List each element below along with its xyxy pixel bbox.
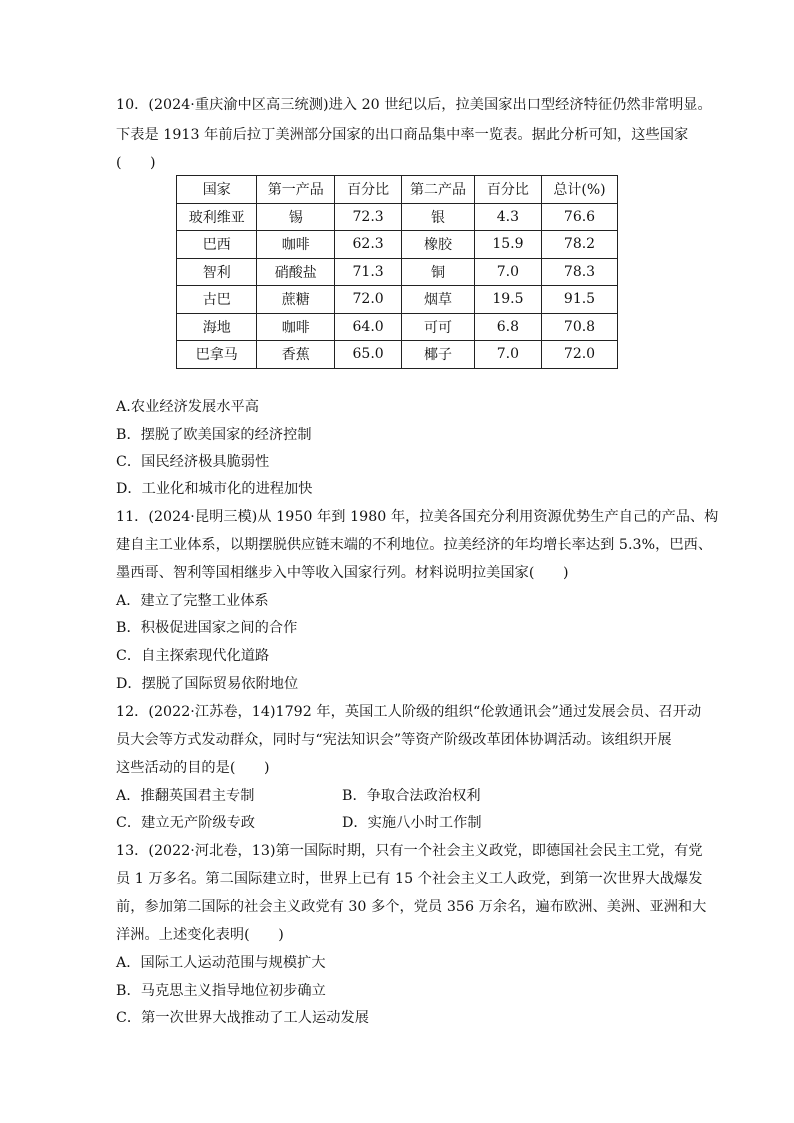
table-cell: 72.0 [541, 341, 617, 369]
table-cell: 硝酸盐 [257, 258, 335, 286]
table-cell: 6.8 [474, 313, 541, 341]
table-cell: 银 [402, 203, 475, 231]
table-cell: 78.3 [541, 258, 617, 286]
table-cell: 78.2 [541, 231, 617, 259]
q12-option-a: A．推翻英国君主专制 [116, 788, 255, 804]
q11-option-d: D．摆脱了国际贸易依附地位 [116, 676, 299, 692]
table-cell: 锡 [257, 203, 335, 231]
table-cell: 15.9 [474, 231, 541, 259]
table-header-cell: 国家 [177, 176, 257, 204]
q13-option-c: C．第一次世界大战推动了工人运动发展 [116, 1010, 369, 1026]
table-cell: 巴西 [177, 231, 257, 259]
q13-stem-line3: 前，参加第二国际的社会主义政党有 30 多个，党员 356 万余名，遍布欧洲、美洲、亚洲和大 [116, 899, 707, 915]
table-header-cell: 百分比 [335, 176, 402, 204]
table-row [177, 341, 618, 369]
q13-stem-line4: 洋洲。上述变化表明( ) [116, 927, 284, 943]
export-concentration-table [176, 175, 618, 369]
table-cell: 玻利维亚 [177, 203, 257, 231]
table-cell: 香蕉 [257, 341, 335, 369]
table-cell: 91.5 [541, 286, 617, 314]
q10-option-b: B．摆脱了欧美国家的经济控制 [116, 427, 312, 443]
table-cell: 64.0 [335, 313, 402, 341]
table-cell: 巴拿马 [177, 341, 257, 369]
q10-option-c: C．国民经济极具脆弱性 [116, 454, 270, 470]
q12-stem-line3: 这些活动的目的是( ) [116, 760, 270, 776]
q11-option-b: B．积极促进国家之间的合作 [116, 620, 298, 636]
table-cell: 70.8 [541, 313, 617, 341]
table-cell: 橡胶 [402, 231, 475, 259]
q13-stem-line1: 13．(2022·河北卷，13)第一国际时期，只有一个社会主义政党，即德国社会民主工党，有党 [116, 843, 703, 859]
q13-stem-line2: 员 1 万多名。第二国际建立时，世界上已有 15 个社会主义工人政党，到第一次世界大战爆发 [116, 871, 703, 887]
table-cell: 72.0 [335, 286, 402, 314]
table-header-cell: 总计(%) [541, 176, 617, 204]
q10-stem-line1: 10．(2024·重庆渝中区高三统测)进入 20 世纪以后，拉美国家出口型经济特征仍然非常明显。 [116, 97, 712, 113]
q11-option-c: C．自主探索现代化道路 [116, 648, 270, 664]
table-cell: 19.5 [474, 286, 541, 314]
table-cell: 76.6 [541, 203, 617, 231]
table-cell: 烟草 [402, 286, 475, 314]
table-cell: 智利 [177, 258, 257, 286]
q12-option-c: C．建立无产阶级专政 [116, 815, 256, 831]
table-header-cell: 第二产品 [402, 176, 475, 204]
table-header-row [177, 176, 618, 204]
table-cell: 可可 [402, 313, 475, 341]
table-header-cell: 第一产品 [257, 176, 335, 204]
q12-stem-line1: 12．(2022·江苏卷，14)1792 年，英国工人阶级的组织“伦敦通讯会”通过发展会员、召开动 [116, 704, 702, 720]
q11-stem-line1: 11．(2024·昆明三模)从 1950 年到 1980 年，拉美各国充分利用资源优势生产自己的产品、构 [116, 509, 719, 525]
table-cell: 古巴 [177, 286, 257, 314]
q10-option-a: A.农业经济发展水平高 [116, 399, 259, 415]
q12-stem-line2: 员大会等方式发动群众，同时与“宪法知识会”等资产阶级改革团体协调活动。该组织开展 [116, 732, 672, 748]
q12-option-b: B．争取合法政治权利 [342, 788, 481, 804]
q10-option-d: D．工业化和城市化的进程加快 [116, 481, 313, 497]
table-row [177, 313, 618, 341]
table-cell: 71.3 [335, 258, 402, 286]
q10-stem-line3: ( ) [116, 155, 156, 171]
table-cell: 7.0 [474, 341, 541, 369]
table-row [177, 286, 618, 314]
table-cell: 海地 [177, 313, 257, 341]
table-cell: 62.3 [335, 231, 402, 259]
table-cell: 咖啡 [257, 231, 335, 259]
table-cell: 铜 [402, 258, 475, 286]
q11-option-a: A．建立了完整工业体系 [116, 593, 269, 609]
table-cell: 72.3 [335, 203, 402, 231]
q13-option-a: A．国际工人运动范围与规模扩大 [116, 955, 326, 971]
table-cell: 4.3 [474, 203, 541, 231]
q11-stem-line3: 墨西哥、智利等国相继步入中等收入国家行列。材料说明拉美国家( ) [116, 565, 569, 581]
q10-stem-line2: 下表是 1913 年前后拉丁美洲部分国家的出口商品集中率一览表。据此分析可知，这些国家 [116, 127, 689, 143]
table-cell: 蔗糖 [257, 286, 335, 314]
table-cell: 咖啡 [257, 313, 335, 341]
q12-option-d: D．实施八小时工作制 [342, 815, 482, 831]
table-cell: 65.0 [335, 341, 402, 369]
table-row [177, 203, 618, 231]
table-row [177, 258, 618, 286]
q11-stem-line2: 建自主工业体系，以期摆脱供应链末端的不利地位。拉美经济的年均增长率达到 5.3%，巴西、 [116, 537, 713, 553]
table-cell: 7.0 [474, 258, 541, 286]
table-row [177, 231, 618, 259]
table-cell: 椰子 [402, 341, 475, 369]
q13-option-b: B．马克思主义指导地位初步确立 [116, 983, 326, 999]
table-header-cell: 百分比 [474, 176, 541, 204]
